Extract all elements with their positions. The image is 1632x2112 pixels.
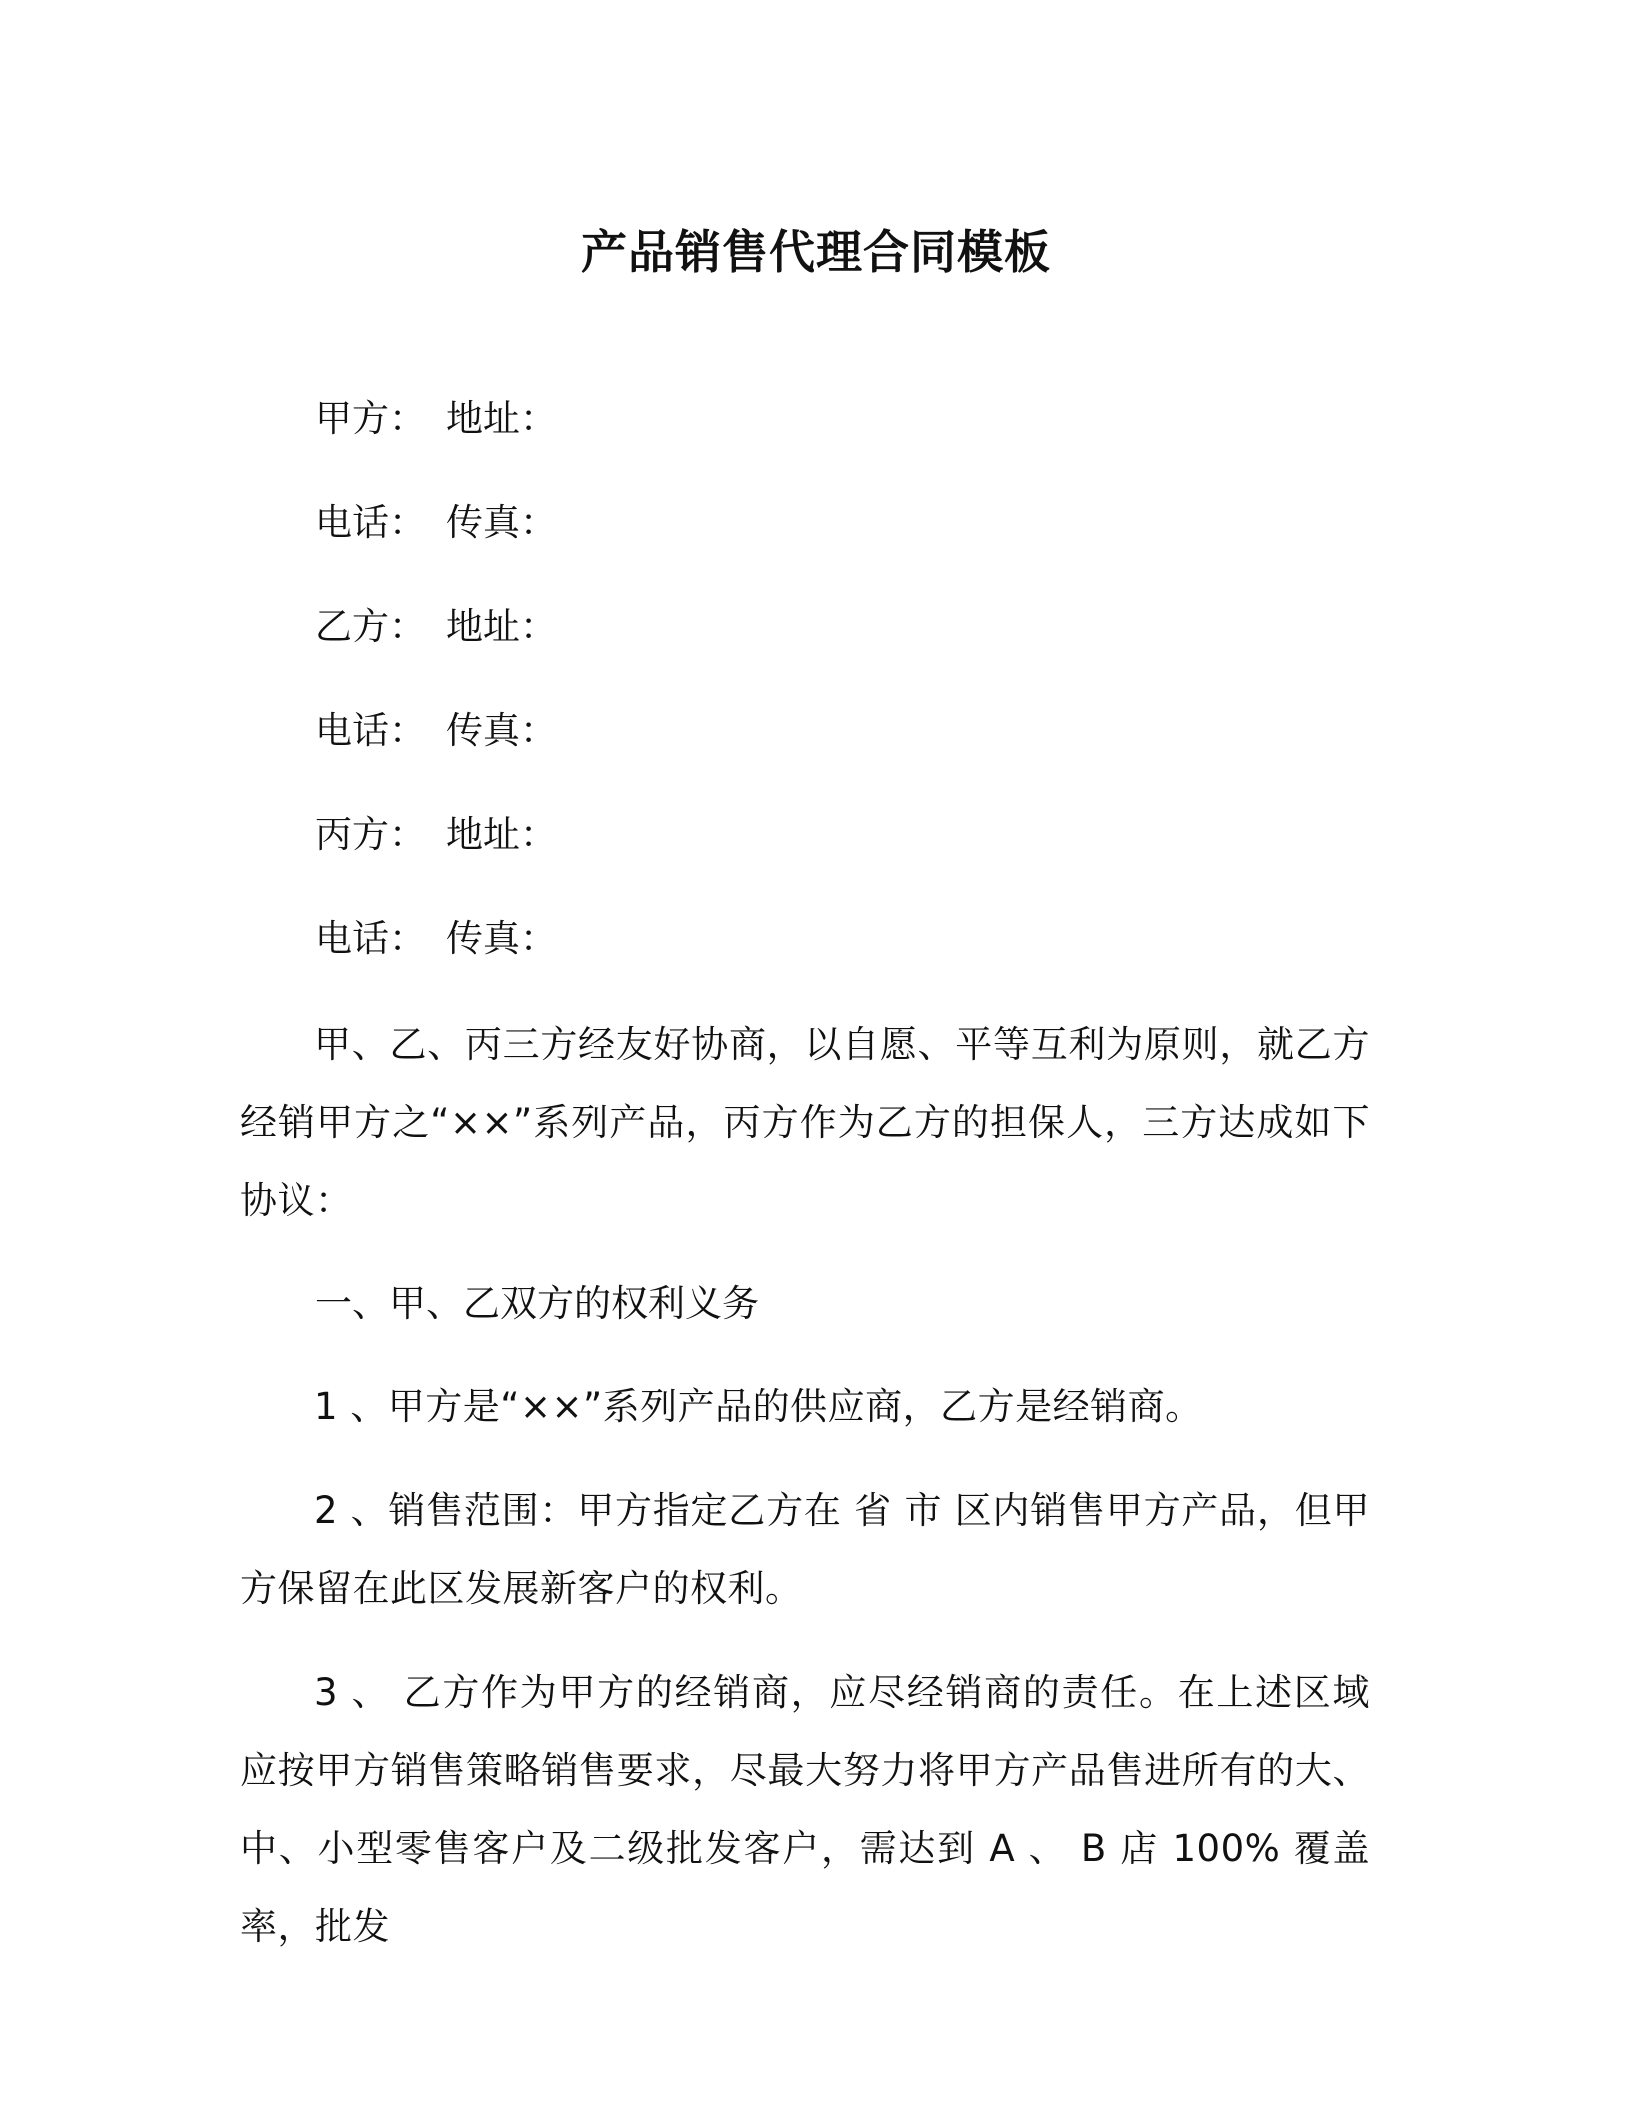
party-a-line bbox=[315, 393, 557, 445]
party-a-label: 甲方： bbox=[315, 397, 426, 440]
intro-paragraph: 甲、乙、丙三方经友好协商，以自愿、平等互利为原则，就乙方经销甲方之“××”系列产品，丙方作为乙方的担保人，三方达成如下协议： bbox=[240, 1023, 1370, 1222]
party-c-phone-label: 电话： bbox=[315, 917, 426, 960]
party-b-contact-line bbox=[315, 705, 557, 757]
party-b-label: 乙方： bbox=[315, 605, 426, 648]
clause-3: 3 、 乙方作为甲方的经销商，应尽经销商的责任。在上述区域应按甲方销售策略销售要求，尽最大努力将甲方产品售进所有的大、中、小型零售客户及二级批发客户，需达到 A 、 B 店 100% 覆盖率，批发 bbox=[240, 1671, 1370, 1948]
party-b-address-label: 地址： bbox=[446, 605, 557, 648]
party-c-line bbox=[315, 809, 557, 861]
section-1-heading: 一、甲、乙双方的权利义务 bbox=[315, 1282, 759, 1325]
clause-1: 1 、甲方是“××”系列产品的供应商，乙方是经销商。 bbox=[314, 1385, 1203, 1428]
party-a-address-label: 地址： bbox=[446, 397, 557, 440]
party-b-line bbox=[315, 601, 557, 653]
party-a-contact-line bbox=[315, 497, 557, 549]
party-c-address-label: 地址： bbox=[446, 813, 557, 856]
party-c-label: 丙方： bbox=[315, 813, 426, 856]
clause-2: 2 、销售范围：甲方指定乙方在 省 市 区内销售甲方产品，但甲方保留在此区发展新客户的权利。 bbox=[240, 1489, 1370, 1610]
document-title: 产品销售代理合同模板 bbox=[581, 225, 1051, 279]
party-a-fax-label: 传真： bbox=[446, 501, 557, 544]
party-c-fax-label: 传真： bbox=[446, 917, 557, 960]
party-c-contact-line bbox=[315, 913, 557, 965]
party-b-phone-label: 电话： bbox=[315, 709, 426, 752]
party-b-fax-label: 传真： bbox=[446, 709, 557, 752]
party-a-phone-label: 电话： bbox=[315, 501, 426, 544]
